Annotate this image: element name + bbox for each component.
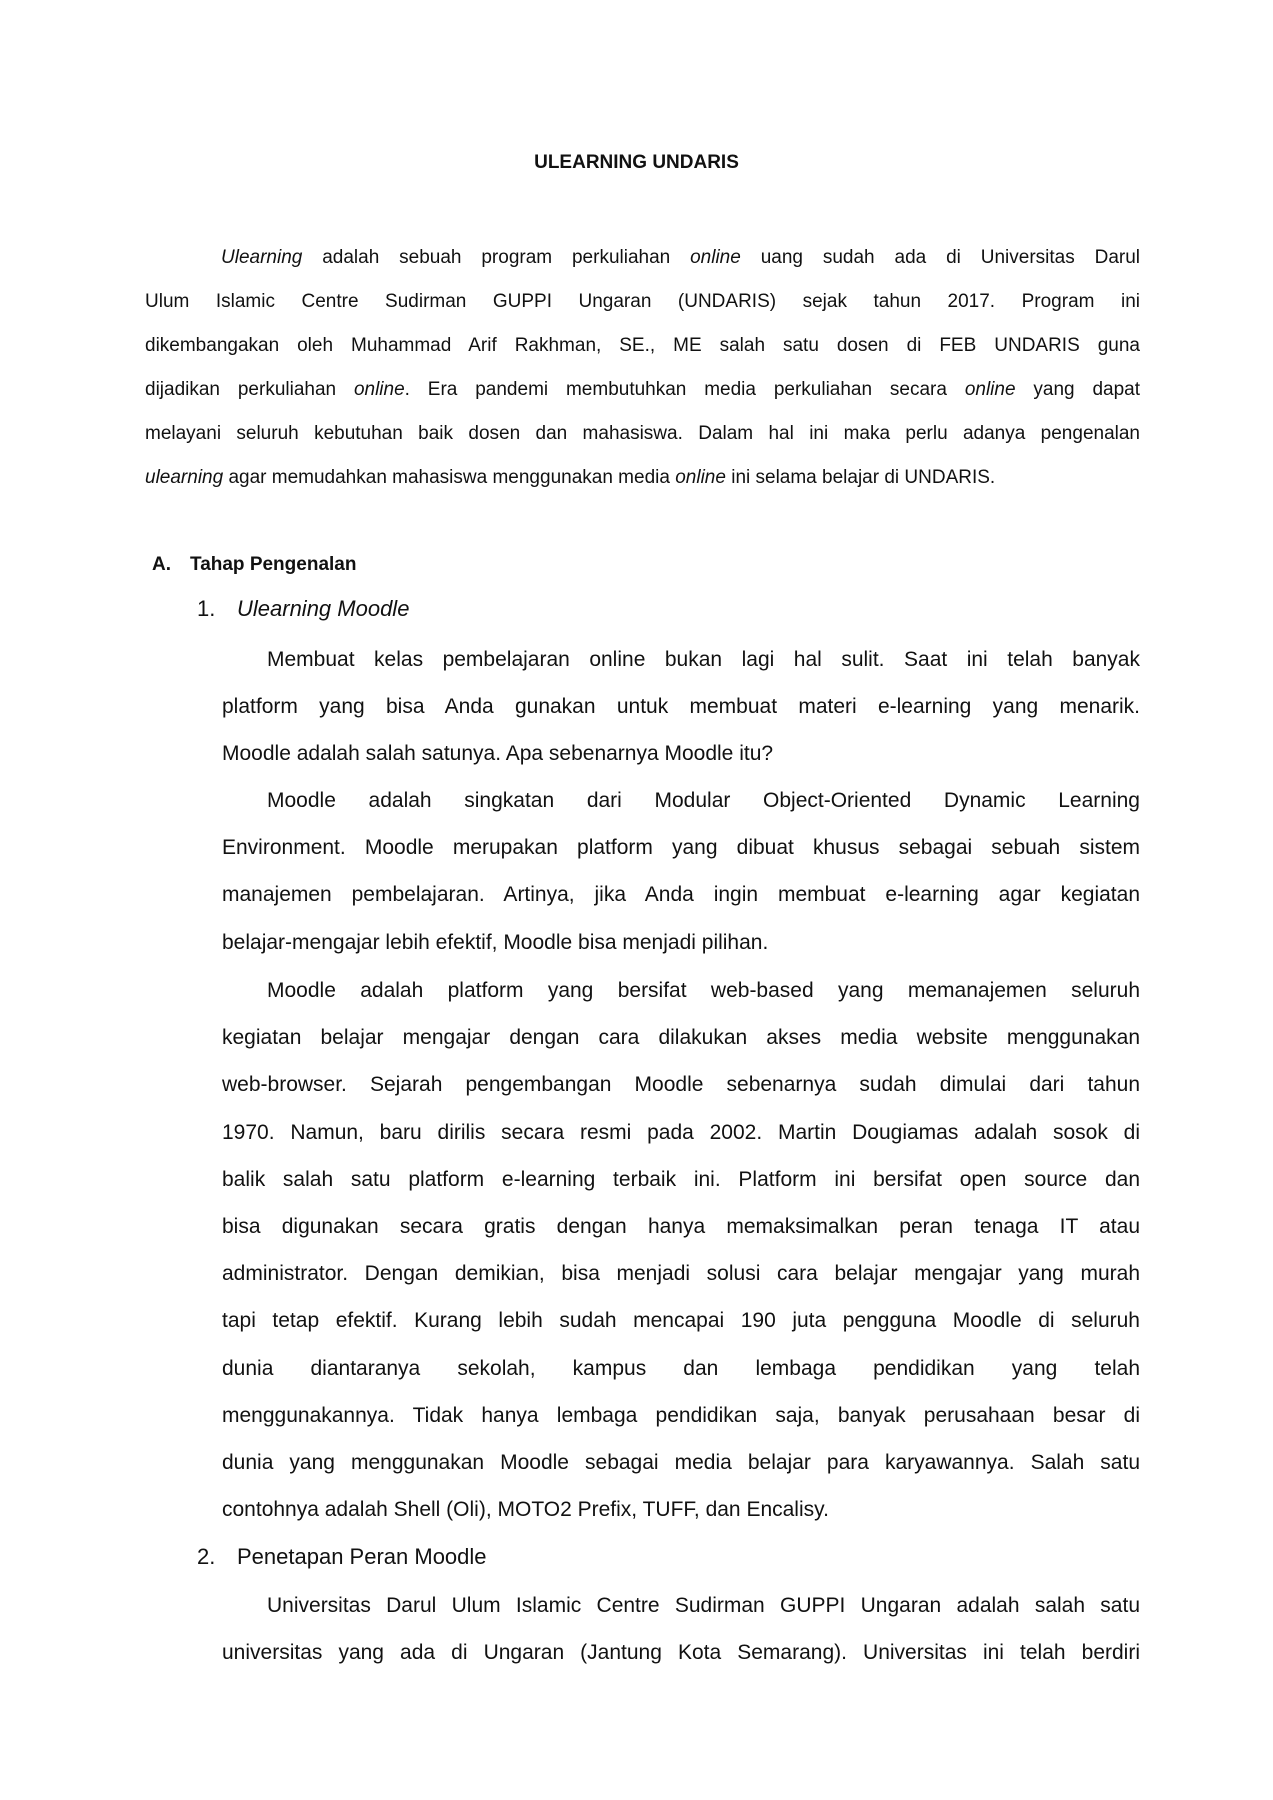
section-title: Tahap Pengenalan — [190, 554, 357, 575]
text-line: Moodle adalah singkatan dari Modular Object-Oriented Dynamic Learning — [267, 789, 1140, 812]
italic-text: online — [675, 467, 726, 488]
text-line: universitas yang ada di Ungaran (Jantung Kota Semarang). Universitas ini telah berdiri — [222, 1641, 1140, 1665]
text-line: kegiatan belajar mengajar dengan cara dilakukan akses media website menggunakan — [222, 1026, 1140, 1050]
text-line — [145, 287, 1140, 331]
italic-text: online — [353, 379, 405, 400]
text-line — [145, 331, 1140, 375]
text-line — [145, 243, 1140, 287]
paragraph — [222, 976, 1140, 1542]
text-line: Moodle adalah platform yang bersifat web-based yang memanajemen seluruh — [267, 979, 1140, 1002]
item-1-heading — [197, 596, 409, 622]
text-line: dunia yang menggunakan Moodle sebagai media belajar para karyawannya. Salah satu — [222, 1450, 1140, 1474]
text-line: Membuat kelas pembelajaran online bukan lagi hal sulit. Saat ini telah banyak — [267, 648, 1140, 671]
section-a-heading — [152, 554, 356, 576]
text-line: 1970. Namun, baru dirilis secara resmi pada 2002. Martin Dougiamas adalah sosok di — [222, 1120, 1140, 1144]
text-line: dunia diantaranya sekolah, kampus dan lembaga pendidikan yang telah — [222, 1356, 1140, 1380]
text: dikembangakan oleh Muhammad Arif Rakhman, SE., ME salah satu dosen di FEB UNDARIS guna — [145, 335, 1140, 356]
text-line — [145, 375, 1140, 419]
text: uang sudah ada di Universitas Darul — [740, 247, 1140, 268]
intro-paragraph — [145, 243, 1140, 507]
text-line — [145, 419, 1140, 463]
text-line: platform yang bisa Anda gunakan untuk membuat materi e-learning yang menarik. — [222, 695, 1140, 719]
italic-text: Ulearning — [221, 247, 303, 268]
paragraph — [222, 645, 1140, 787]
text-line: Environment. Moodle merupakan platform yang dibuat khusus sebagai sebuah sistem — [222, 836, 1140, 860]
text: yang dapat — [1015, 379, 1140, 400]
item-number: 2. — [197, 1544, 216, 1569]
text-line: menggunakannya. Tidak hanya lembaga pendidikan saja, banyak perusahaan besar di — [222, 1403, 1140, 1427]
text-line — [145, 463, 1140, 507]
text-line: Universitas Darul Ulum Islamic Centre Sudirman GUPPI Ungaran adalah salah satu — [267, 1594, 1140, 1617]
text-line: administrator. Dengan demikian, bisa menjadi solusi cara belajar mengajar yang murah — [222, 1262, 1140, 1286]
text-line: balik salah satu platform e-learning terbaik ini. Platform ini bersifat open source dan — [222, 1167, 1140, 1191]
italic-text: online — [690, 247, 741, 268]
item-title: Ulearning Moodle — [237, 596, 410, 621]
item-2-heading — [197, 1544, 487, 1570]
item-number: 1. — [197, 596, 216, 621]
text: Ulum Islamic Centre Sudirman GUPPI Ungaran (UNDARIS) sejak tahun 2017. Program ini — [145, 291, 1140, 312]
text: . Era pandemi membutuhkan media perkuliahan secara — [404, 379, 965, 400]
text: ini selama belajar di UNDARIS. — [725, 467, 996, 488]
text: adalah sebuah program perkuliahan — [302, 247, 691, 268]
text-line: bisa digunakan secara gratis dengan hanya memaksimalkan peran tenaga IT atau — [222, 1214, 1140, 1238]
section-label: A. — [152, 554, 171, 575]
paragraph — [222, 1591, 1140, 1685]
text: melayani seluruh kebutuhan baik dosen dan mahasiswa. Dalam hal ini maka perlu adanya pengenalan — [145, 423, 1140, 444]
document-title: ULEARNING UNDARIS — [534, 152, 739, 173]
text: agar memudahkan mahasiswa menggunakan media — [223, 467, 676, 488]
text-line: contohnya adalah Shell (Oli), MOTO2 Prefix, TUFF, dan Encalisy. — [222, 1498, 829, 1522]
text-line: Moodle adalah salah satunya. Apa sebenarnya Moodle itu? — [222, 742, 774, 766]
text: dijadikan perkuliahan — [145, 379, 354, 400]
text-line: belajar-mengajar lebih efektif, Moodle bisa menjadi pilihan. — [222, 930, 769, 954]
paragraph — [222, 786, 1140, 975]
text-line: manajemen pembelajaran. Artinya, jika Anda ingin membuat e-learning agar kegiatan — [222, 883, 1140, 907]
item-title: Penetapan Peran Moodle — [237, 1544, 487, 1569]
italic-text: online — [964, 379, 1016, 400]
text-line: web-browser. Sejarah pengembangan Moodle sebenarnya sudah dimulai dari tahun — [222, 1073, 1140, 1097]
text-line: tapi tetap efektif. Kurang lebih sudah mencapai 190 juta pengguna Moodle di seluruh — [222, 1309, 1140, 1333]
italic-text: ulearning — [145, 467, 224, 488]
